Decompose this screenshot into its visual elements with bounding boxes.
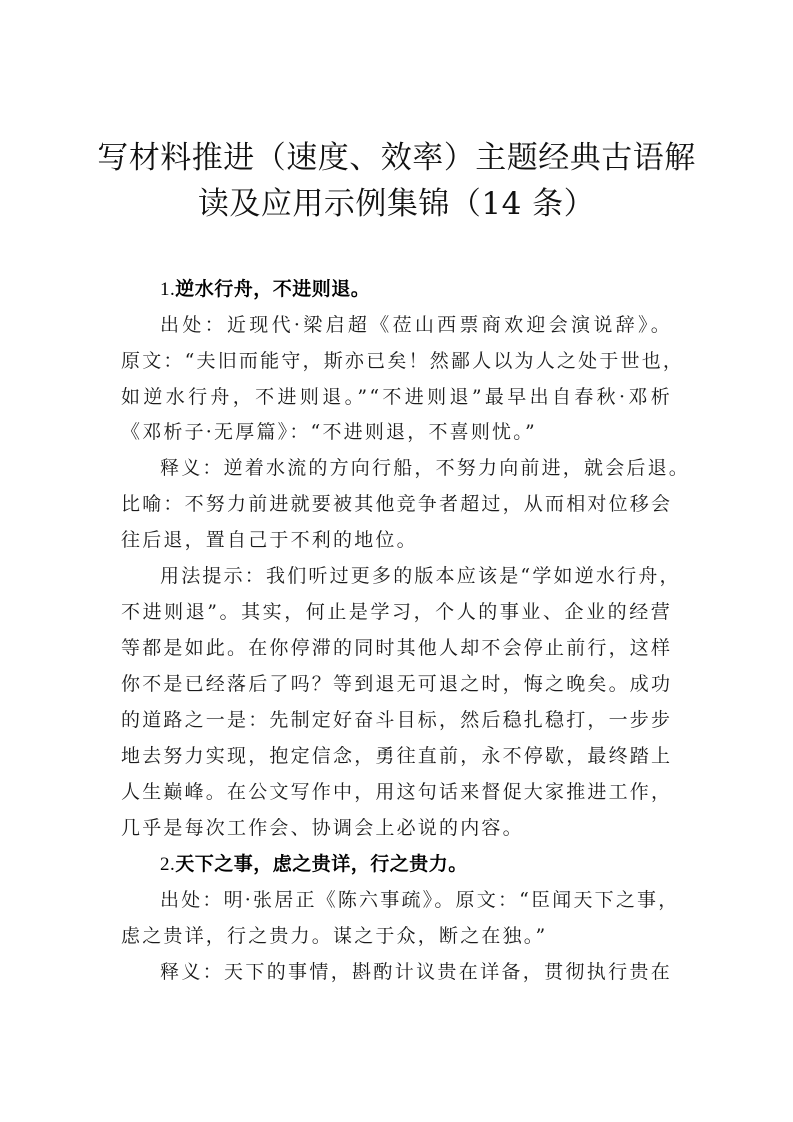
item-1-body-line: 的道路之一是：先制定好奋斗目标，然后稳扎稳打，一步步: [121, 709, 673, 731]
item-2-body-line: 虑之贵详，行之贵力。谋之于众，断之在独。”: [121, 925, 548, 947]
item-1-body-line: 如逆水行舟，不进则退。”“不进则退”最早出自春秋·邓析: [121, 386, 672, 408]
item-1-heading-text: 逆水行舟，不进则退。: [175, 278, 371, 300]
item-1-body-line: 等都是如此。在你停滞的同时其他人却不会停止前行，这样: [121, 637, 673, 659]
item-2-heading: [160, 846, 672, 883]
item-1-body-line: 原文：“夫旧而能守，斯亦已矣！然鄙人以为人之处于世也，: [121, 350, 685, 372]
item-2-meaning-line: 释义：天下的事情，斟酌计议贵在详备，贯彻执行贵在: [160, 961, 672, 983]
item-1-body-line: 《邓析子·无厚篇》：“不进则退，不喜则忧。”: [121, 421, 537, 443]
item-2-number: 2.: [160, 854, 176, 875]
item-1-usage-line: 用法提示：我们听过更多的版本应该是“学如逆水行舟，: [160, 565, 681, 587]
item-2-heading-text: 天下之事，虑之贵详，行之贵力。: [175, 853, 468, 875]
item-2-source-line: 出处：明·张居正《陈六事疏》。原文：“臣闻天下之事，: [160, 889, 680, 911]
item-1-body-line: 几乎是每次工作会、协调会上必说的内容。: [121, 817, 524, 839]
item-1-body-line: 地去努力实现，抱定信念，勇往直前，永不停歇，最终踏上: [121, 745, 673, 767]
item-1-body-line: 往后退，置自己于不利的地位。: [121, 529, 418, 551]
title-line-2: 读及应用示例集锦（14 条）: [197, 186, 596, 222]
item-1-body-line: 比喻：不努力前进就要被其他竞争者超过，从而相对位移会: [121, 493, 673, 515]
item-1-source-line: 出处：近现代·梁启超《莅山西票商欢迎会演说辞》。: [160, 314, 672, 336]
item-1-number: 1.: [160, 279, 176, 300]
title-line-1: 写材料推进（速度、效率）主题经典古语解: [97, 140, 696, 176]
item-1-heading: [160, 271, 672, 308]
item-1-body-line: 人生巅峰。在公文写作中，用这句话来督促大家推进工作，: [121, 781, 673, 803]
item-1-meaning-line: 释义：逆着水流的方向行船，不努力向前进，就会后退。: [160, 457, 691, 479]
item-1-body-line: 不进则退”。其实，何止是学习，个人的事业、企业的经营: [121, 601, 672, 623]
item-1-body-line: 你不是已经落后了吗？等到退无可退之时，悔之晚矣。成功: [121, 673, 673, 695]
